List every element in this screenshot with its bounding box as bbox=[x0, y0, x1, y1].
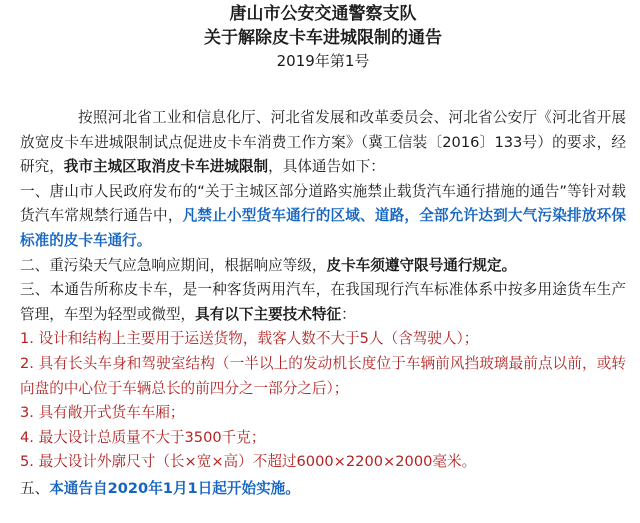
item-5-text: 五、 bbox=[20, 479, 50, 497]
feature-item: 4. 最大设计总质量不大于3500千克； bbox=[20, 428, 266, 446]
feature-item: 5. 最大设计外廓尺寸（长×宽×高）不超过6000×2200×2000毫米。 bbox=[20, 453, 477, 471]
intro-paragraph bbox=[20, 106, 626, 180]
intro-bold-text: 我市主城区取消皮卡车进城限制 bbox=[63, 158, 269, 176]
item-2-paragraph bbox=[20, 254, 626, 279]
item-5-blue-text: 本通告自2020年1月1日起开始实施。 bbox=[49, 479, 300, 497]
item-1-text: 一、唐山市人民政府发布的“关于主城区部分道路实施禁止载货汽车通行措施的通告”等针对载货汽车常规禁行通告中， bbox=[20, 182, 626, 225]
item-3-text: 三、本通告所称皮卡车，是一种客货两用汽车，在我国现行汽车标准体系中按多用途货车生产管理，车型为轻型或微型， bbox=[20, 281, 626, 323]
feature-item: 1. 设计和结构上主要用于运送货物，载客人数不大于5人（含驾驶人）； bbox=[20, 330, 479, 348]
intro-text: 按照河北省工业和信息化厅、河北省发展和改革委员会、河北省公安厅《河北省开展放宽皮卡车进城限制试点促进皮卡车消费工作方案》（冀工信装〔2016〕133号）的要求，经研究， bbox=[20, 109, 626, 176]
intro-tail-text: ，具体通告如下： bbox=[268, 158, 385, 176]
feature-item: 3. 具有敞开式货车车厢； bbox=[20, 404, 185, 422]
item-1-blue-text: 凡禁止小型货车通行的区域、道路，全部允许达到大气污染排放环保标准的皮卡车通行。 bbox=[20, 207, 626, 249]
notice-number: 2019年第1号 bbox=[276, 52, 370, 70]
item-2-bold-text: 皮卡车须遵守限号通行规定。 bbox=[326, 256, 517, 274]
notice-title: 关于解除皮卡车进城限制的通告 bbox=[204, 28, 442, 48]
item-1-paragraph bbox=[20, 180, 626, 254]
feature-item: 2. 具有长头车身和驾驶室结构（一半以上的发动机长度位于车辆前风挡玻璃最前点以前，或转向盘的中心位于车辆总长的前四分之一部分之后）； bbox=[20, 354, 626, 397]
notice-issuer-title: 唐山市公安交通警察支队 bbox=[229, 4, 417, 24]
item-3-tail-text: ： bbox=[341, 305, 356, 323]
item-3-bold-text: 具有以下主要技术特征 bbox=[195, 305, 342, 323]
item-3-paragraph bbox=[20, 278, 626, 327]
item-2-text: 二、重污染天气应急响应期间，根据响应等级， bbox=[20, 256, 327, 274]
item-5-paragraph bbox=[20, 477, 626, 502]
